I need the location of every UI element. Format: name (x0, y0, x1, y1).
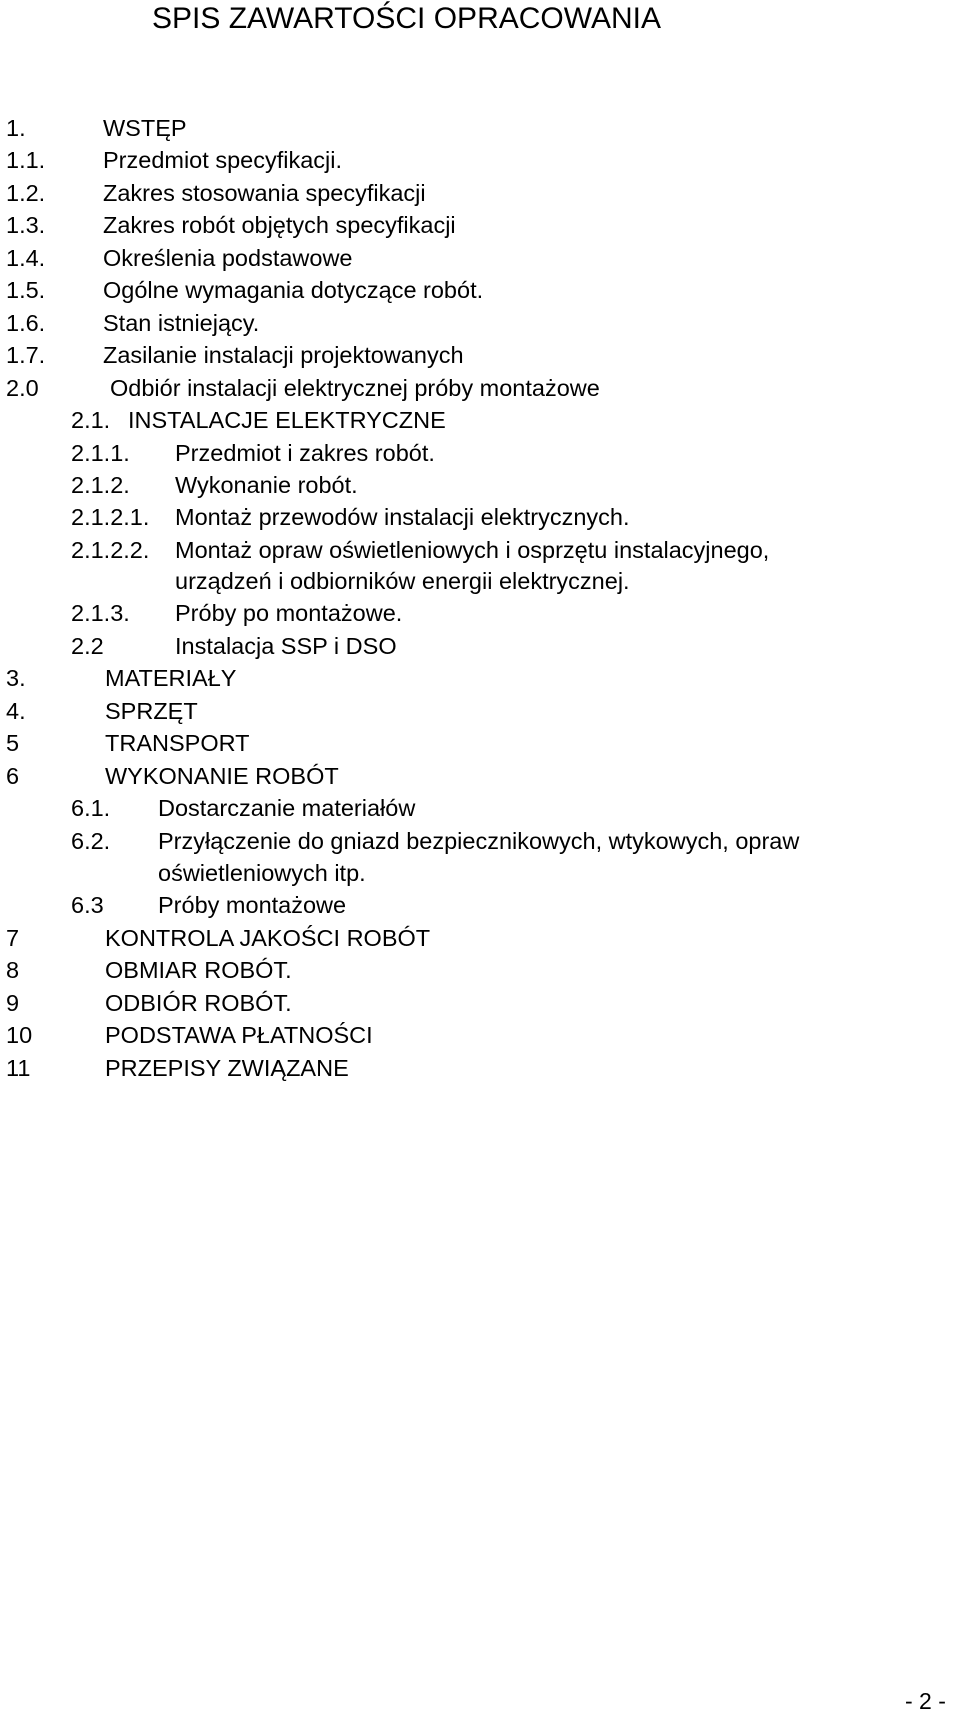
toc-title: SPRZĘT (105, 698, 198, 724)
toc-number: 2.1.3. (71, 600, 130, 626)
toc-title: PODSTAWA PŁATNOŚCI (105, 1022, 373, 1048)
toc-number: 9 (6, 990, 20, 1016)
toc-number: 2.2 (71, 633, 104, 659)
toc-number: 2.1. (71, 407, 111, 433)
toc-number: 2.1.2.2. (71, 537, 150, 563)
toc-number: 2.1.1. (71, 440, 130, 466)
toc-number: 1.6. (6, 310, 46, 336)
page-number: - 2 - (905, 1688, 946, 1714)
toc-title: ODBIÓR ROBÓT. (105, 990, 292, 1016)
toc-number: 2.1.2.1. (71, 504, 150, 530)
toc-number: 1.2. (6, 180, 46, 206)
toc-number: 10 (6, 1022, 33, 1048)
toc-number: 8 (6, 957, 20, 983)
toc-title: KONTROLA JAKOŚCI ROBÓT (105, 925, 431, 951)
toc-number: 2.0 (6, 375, 39, 401)
toc-title: MATERIAŁY (105, 665, 237, 691)
toc-number: 4. (6, 698, 26, 724)
toc-title: Przedmiot specyfikacji. (103, 147, 342, 173)
toc-number: 1.7. (6, 342, 46, 368)
toc-title: Instalacja SSP i DSO (175, 633, 397, 659)
toc-number: 11 (6, 1055, 31, 1081)
toc-number: 3. (6, 665, 26, 691)
toc-title: Zakres robót objętych specyfikacji (103, 212, 456, 238)
toc-title: Stan istniejący. (103, 310, 260, 336)
toc-number: 6.2. (71, 828, 111, 854)
toc-title: Montaż opraw oświetleniowych i osprzętu instalacyjnego, (175, 537, 770, 563)
toc-number: 1.5. (6, 277, 46, 303)
toc-title: WYKONANIE ROBÓT (105, 763, 339, 789)
toc-title: TRANSPORT (105, 730, 250, 756)
toc-title: Zasilanie instalacji projektowanych (103, 342, 464, 368)
toc-title: INSTALACJE ELEKTRYCZNE (128, 407, 446, 433)
toc-number: 6.1. (71, 795, 111, 821)
toc-number: 1.4. (6, 245, 46, 271)
toc-number: 6 (6, 763, 20, 789)
toc-title: oświetleniowych itp. (158, 860, 366, 886)
toc-title: OBMIAR ROBÓT. (105, 957, 292, 983)
toc-title: WSTĘP (103, 115, 187, 141)
toc-title: Dostarczanie materiałów (158, 795, 416, 821)
toc-title: PRZEPISY ZWIĄZANE (105, 1055, 349, 1081)
toc-title: Próby montażowe (158, 892, 347, 918)
toc-title: Przedmiot i zakres robót. (175, 440, 435, 466)
toc-number: 1.3. (6, 212, 46, 238)
toc-title: Ogólne wymagania dotyczące robót. (103, 277, 484, 303)
toc-number: 5 (6, 730, 20, 756)
toc-number: 1.1. (6, 147, 46, 173)
toc-title: Zakres stosowania specyfikacji (103, 180, 426, 206)
toc-number: 7 (6, 925, 20, 951)
toc-title: Montaż przewodów instalacji elektrycznych. (175, 504, 630, 530)
toc-title: Próby po montażowe. (175, 600, 403, 626)
document-title: SPIS ZAWARTOŚCI OPRACOWANIA (152, 2, 661, 35)
toc-title: Odbiór instalacji elektrycznej próby montażowe (110, 375, 600, 401)
toc-title: urządzeń i odbiorników energii elektrycznej. (175, 568, 630, 594)
toc-title: Wykonanie robót. (175, 472, 358, 498)
toc-title: Przyłączenie do gniazd bezpiecznikowych, wtykowych, opraw (158, 828, 800, 854)
toc-number: 2.1.2. (71, 472, 130, 498)
toc-number: 1. (6, 115, 26, 141)
toc-number: 6.3 (71, 892, 104, 918)
toc-title: Określenia podstawowe (103, 245, 353, 271)
